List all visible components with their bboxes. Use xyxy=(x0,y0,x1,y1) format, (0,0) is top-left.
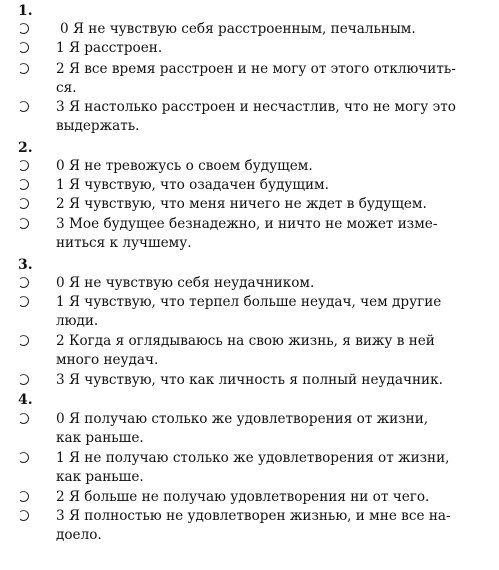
option-text-line: выдержать. xyxy=(56,118,140,135)
option-text: 1 Я расстроен. xyxy=(56,40,163,56)
answer-option[interactable] xyxy=(18,507,478,547)
radio-button-icon[interactable] xyxy=(18,101,29,112)
option-text: 0 Я не чувствую себя неудачником. xyxy=(56,275,315,291)
radio-button-icon[interactable] xyxy=(18,491,29,502)
option-text-line: ся. xyxy=(56,80,77,97)
radio-button-icon[interactable] xyxy=(18,277,29,288)
answer-option[interactable] xyxy=(18,410,478,450)
option-text-line: 0 Я получаю столько же удовлетворения от жизни, xyxy=(56,411,429,427)
option-text-line: как раньше. xyxy=(56,430,144,447)
answer-option[interactable] xyxy=(18,39,478,59)
option-text-line: люди. xyxy=(56,313,99,330)
answer-option[interactable] xyxy=(18,332,478,372)
option-text-line: доело. xyxy=(56,527,102,544)
radio-button-icon[interactable] xyxy=(18,374,29,385)
answer-option[interactable] xyxy=(18,98,478,138)
option-text-line: 1 Я не получаю столько же удовлетворения от жизни, xyxy=(56,450,450,466)
option-text-line: 3 Я настолько расстроен и несчастлив, что не могу это xyxy=(56,99,456,115)
option-text-line: 2 Когда я оглядываюсь на свою жизнь, я вижу в ней xyxy=(56,333,435,349)
radio-button-icon[interactable] xyxy=(18,42,29,53)
option-text-line: 3 Мое будущее безнадежно, и ничто не может изме- xyxy=(56,216,438,232)
radio-button-icon[interactable] xyxy=(18,413,29,424)
option-text: 0 Я не тревожусь о своем будущем. xyxy=(56,158,313,174)
question-number: 2. xyxy=(18,140,33,156)
option-text-line: 1 Я чувствую, что терпел больше неудач, чем другие xyxy=(56,294,442,310)
radio-button-icon[interactable] xyxy=(18,198,29,209)
option-text: 2 Я чувствую, что меня ничего не ждет в будущем. xyxy=(56,196,427,212)
radio-button-icon[interactable] xyxy=(18,510,29,521)
answer-option[interactable] xyxy=(18,20,478,40)
answer-option[interactable] xyxy=(18,195,478,215)
option-text: 2 Я больше не получаю удовлетворения ни от чего. xyxy=(56,489,430,505)
answer-option[interactable] xyxy=(18,371,478,391)
option-text-line: 2 Я все время расстроен и не могу от этого отключить- xyxy=(56,61,456,77)
answer-option[interactable] xyxy=(18,60,478,100)
radio-button-icon[interactable] xyxy=(18,63,29,74)
option-text: 1 Я чувствую, что озадачен будущим. xyxy=(56,177,329,193)
radio-button-icon[interactable] xyxy=(18,160,29,171)
radio-button-icon[interactable] xyxy=(18,296,29,307)
answer-option[interactable] xyxy=(18,293,478,333)
answer-option[interactable] xyxy=(18,176,478,196)
radio-button-icon[interactable] xyxy=(18,179,29,190)
radio-button-icon[interactable] xyxy=(18,335,29,346)
radio-button-icon[interactable] xyxy=(18,218,29,229)
question-number: 3. xyxy=(18,257,33,273)
radio-button-icon[interactable] xyxy=(18,452,29,463)
radio-button-icon[interactable] xyxy=(18,23,29,34)
answer-option[interactable] xyxy=(18,488,478,508)
question-number: 4. xyxy=(18,392,33,408)
answer-option[interactable] xyxy=(18,157,478,177)
question-number: 1. xyxy=(18,3,33,19)
option-text-line: ниться к лучшему. xyxy=(56,235,192,252)
answer-option[interactable] xyxy=(18,215,478,255)
option-text-line: как раньше. xyxy=(56,469,144,486)
option-text: 0 Я не чувствую себя расстроенным, печальным. xyxy=(60,21,416,37)
option-text-line: 3 Я полностью не удовлетворен жизнью, и мне все на- xyxy=(56,508,451,524)
answer-option[interactable] xyxy=(18,274,478,294)
answer-option[interactable] xyxy=(18,449,478,489)
option-text-line: много неудач. xyxy=(56,352,159,369)
option-text: 3 Я чувствую, что как личность я полный неудачник. xyxy=(56,372,443,388)
